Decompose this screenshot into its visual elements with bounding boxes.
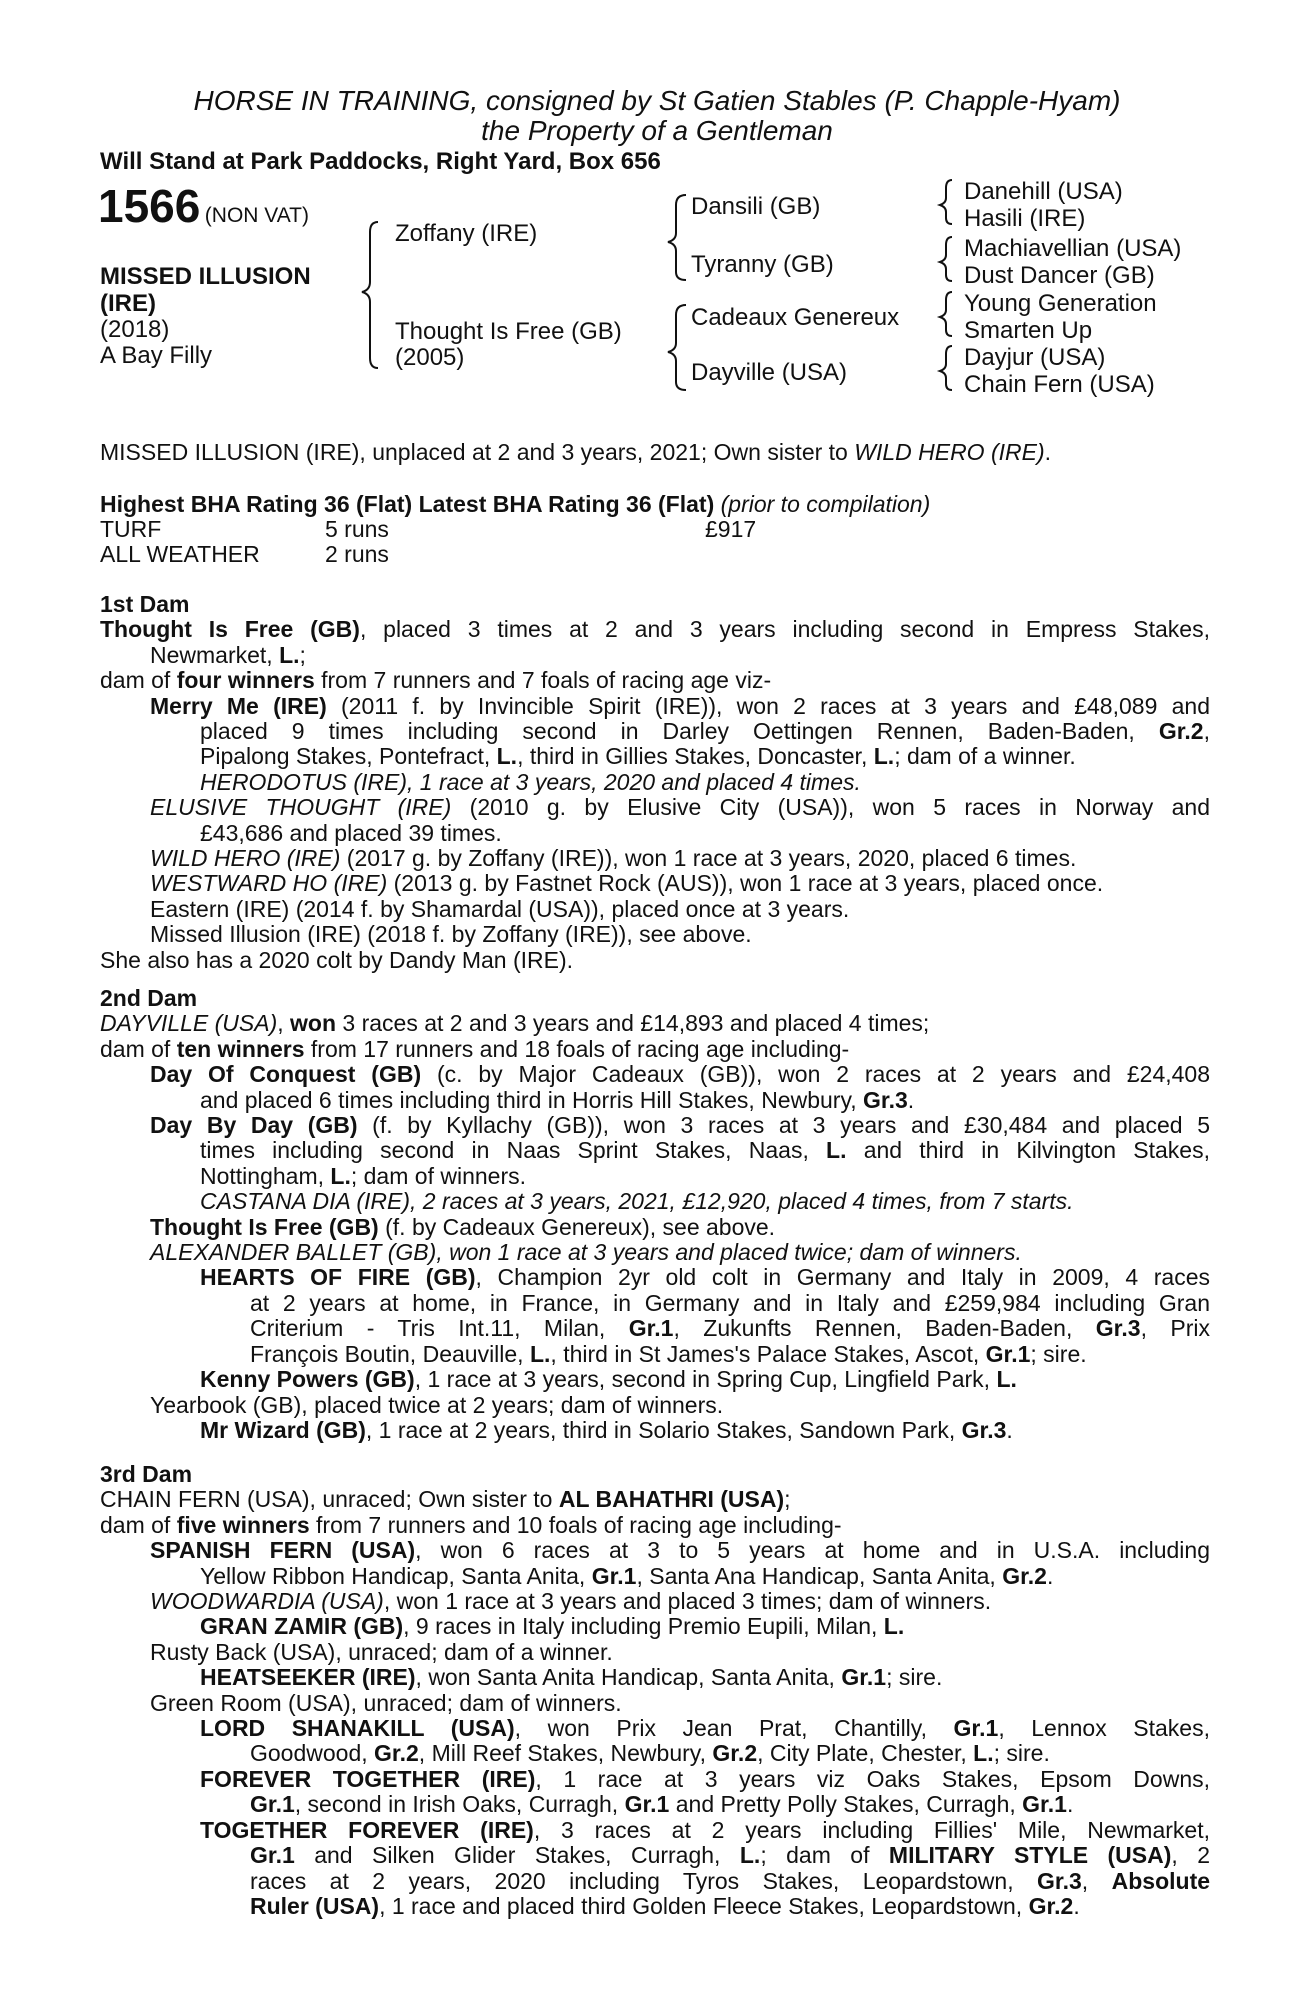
text-line: [100, 1538, 1210, 1563]
text-line: [100, 1818, 1210, 1843]
text-run: Absolute: [1111, 1867, 1211, 1894]
text-run: , won 6 races at 3 to 5 years at home and in U.S.A. including: [415, 1537, 1210, 1564]
text-run: Gr.1: [841, 1664, 887, 1691]
text-line: [100, 1189, 1210, 1214]
text-run: Missed Illusion (IRE) (2018 f. by Zoffany (IRE)), see above.: [150, 921, 752, 948]
text-run: Mr Wizard (GB): [200, 1416, 366, 1443]
text-run: races at 2 years, 2020 including Tyros Stakes, Leopardstown,: [250, 1867, 1038, 1894]
text-run: from 17 runners and 18 foals of racing age including-: [304, 1035, 850, 1062]
text-run: .: [1044, 439, 1052, 465]
text-run: L.: [873, 743, 895, 770]
text-run: .: [1046, 1562, 1054, 1589]
text-line: [100, 1691, 1210, 1716]
text-run: from 7 runners and 10 foals of racing age including-: [309, 1511, 842, 1538]
text-run: , Mill Reef Stakes, Newbury,: [418, 1740, 713, 1767]
text-line: [100, 1640, 1210, 1665]
aw-label: ALL WEATHER: [100, 541, 260, 567]
first-dam-section: [100, 592, 1210, 973]
text-run: , Champion 2yr old colt in Germany and Italy in 2009, 4 races: [475, 1264, 1210, 1291]
text-run: WESTWARD HO (IRE): [150, 870, 388, 897]
text-line: [100, 1513, 1210, 1538]
text-run: , 2: [1171, 1842, 1211, 1869]
text-run: Merry Me (IRE): [150, 692, 327, 719]
text-run: £43,686 and placed 39 times.: [200, 819, 502, 846]
text-line: [100, 1342, 1210, 1367]
bha-rating: [100, 491, 930, 518]
text-run: ;: [299, 641, 306, 668]
text-run: times including second in Naas Sprint Stakes, Naas,: [200, 1137, 827, 1164]
text-line: [100, 1792, 1210, 1817]
text-run: , 1 race at 3 years, 2020 and placed 4 times.: [407, 768, 861, 795]
text-line: [100, 871, 1210, 896]
text-line: [100, 1316, 1210, 1341]
text-run: and third in Kilvington Stakes,: [846, 1137, 1210, 1164]
pedigree-dam: Thought Is Free (GB): [395, 318, 622, 345]
text-run: SPANISH FERN (USA): [150, 1537, 416, 1564]
text-line: [100, 643, 1210, 668]
pedigree-ddd: Chain Fern (USA): [964, 371, 1155, 398]
text-run: , placed 3 times at 2 and 3 years including second in Empress Stakes,: [359, 616, 1210, 643]
text-run: L.: [496, 743, 518, 770]
text-run: , third in St James's Palace Stakes, Ascot,: [550, 1340, 986, 1367]
text-run: , won Santa Anita Handicap, Santa Anita,: [415, 1664, 842, 1691]
text-run: Gr.2: [1028, 1892, 1074, 1919]
text-run: Kenny Powers (GB): [200, 1366, 415, 1393]
text-line: [100, 1418, 1210, 1443]
text-run: , Zukunfts Rennen, Baden-Baden,: [673, 1315, 1096, 1342]
text-run: ; sire.: [886, 1664, 943, 1691]
pedigree-dam-dam: Dayville (USA): [691, 359, 848, 386]
text-run: Gr.2: [374, 1740, 419, 1767]
text-run: ; sire.: [1030, 1340, 1087, 1367]
text-run: ,: [1081, 1867, 1112, 1894]
text-run: CASTANA DIA (IRE): [200, 1188, 410, 1215]
property-line: the Property of a Gentleman: [481, 115, 833, 146]
text-run: L.: [330, 1162, 351, 1189]
text-run: dam of: [100, 667, 177, 694]
text-line: [100, 668, 1210, 693]
pedigree-dam-sire: Cadeaux Genereux: [691, 304, 900, 331]
text-run: ; dam of winners.: [350, 1162, 526, 1189]
text-run: .: [1066, 1791, 1074, 1818]
text-run: .: [907, 1086, 915, 1113]
text-line: [100, 1564, 1210, 1589]
section-heading: 1st Dam: [100, 591, 190, 617]
text-line: [100, 1869, 1210, 1894]
text-run: Thought Is Free (GB): [100, 616, 360, 643]
second-dam-section: [100, 986, 1210, 1443]
text-run: Newmarket,: [150, 641, 280, 668]
text-line: [100, 821, 1210, 846]
text-line: [100, 846, 1210, 871]
text-line: [100, 1164, 1210, 1189]
text-run: (prior to compilation): [720, 491, 931, 517]
horse-name: MISSED ILLUSION: [100, 263, 311, 290]
horse-country: (IRE): [100, 290, 156, 317]
section-heading: 3rd Dam: [100, 1461, 193, 1487]
text-run: , won 1 race at 3 years and placed twice; dam of winners.: [436, 1239, 1022, 1266]
pedigree-sdd: Dust Dancer (GB): [964, 262, 1155, 289]
text-line: [100, 744, 1210, 769]
text-run: WILD HERO (IRE): [150, 845, 341, 872]
pedigree-ssd: Hasili (IRE): [964, 205, 1086, 232]
text-run: (2013 g. by Fastnet Rock (AUS)), won 1 race at 3 years, placed once.: [387, 870, 1104, 897]
text-line: [100, 1037, 1210, 1062]
text-run: TOGETHER FOREVER (IRE): [200, 1816, 534, 1843]
text-line: [100, 1767, 1210, 1792]
text-run: at 2 years at home, in France, in Germany and in Italy and £259,984 including Gran: [250, 1289, 1210, 1316]
text-run: 3 races at 2 and 3 years and £14,893 and placed 4 times;: [336, 1010, 930, 1037]
text-line: [100, 617, 1210, 642]
text-run: (f. by Kyllachy (GB)), won 3 races at 3 years and £30,484 and placed 5: [357, 1112, 1210, 1139]
text-run: Gr.1: [591, 1562, 637, 1589]
text-run: ELUSIVE THOUGHT (IRE): [150, 794, 452, 821]
horse-description: A Bay Filly: [100, 342, 213, 369]
pedigree-sire-sire: Dansili (GB): [691, 193, 821, 220]
text-run: and Pretty Polly Stakes, Curragh,: [669, 1791, 1023, 1818]
text-run: Yellow Ribbon Handicap, Santa Anita,: [200, 1562, 592, 1589]
text-run: dam of: [100, 1511, 177, 1538]
pedigree-braces: [0, 0, 1314, 420]
text-line: [100, 1894, 1210, 1919]
text-run: , second in Irish Oaks, Curragh,: [294, 1791, 625, 1818]
text-run: , Prix: [1140, 1315, 1210, 1342]
text-run: , 1 race at 3 years, second in Spring Cup, Lingfield Park,: [414, 1366, 997, 1393]
text-run: Gr.1: [985, 1340, 1031, 1367]
text-run: and placed 6 times including third in Horris Hill Stakes, Newbury,: [200, 1086, 864, 1113]
text-run: MISSED ILLUSION (IRE), unplaced at 2 and 3 years, 2021; Own sister to: [100, 439, 855, 465]
text-run: , 2 races at 3 years, 2021, £12,920, placed 4 times, from 7 starts.: [410, 1188, 1074, 1215]
text-run: FOREVER TOGETHER (IRE): [200, 1765, 536, 1792]
text-run: HERODOTUS (IRE): [200, 768, 407, 795]
text-run: CHAIN FERN (USA), unraced; Own sister to: [100, 1486, 559, 1513]
text-line: [100, 1393, 1210, 1418]
text-line: [100, 1614, 1210, 1639]
text-run: Gr.3: [1037, 1867, 1082, 1894]
pedigree-dsd: Smarten Up: [964, 317, 1093, 344]
text-run: She also has a 2020 colt by Dandy Man (IRE).: [100, 946, 574, 973]
pedigree-sire: Zoffany (IRE): [395, 220, 538, 247]
text-run: L.: [739, 1842, 761, 1869]
text-run: AL BAHATHRI (USA): [558, 1486, 785, 1513]
pedigree-sss: Danehill (USA): [964, 178, 1123, 205]
pedigree-dss: Young Generation: [964, 290, 1157, 317]
section-heading: 2nd Dam: [100, 985, 198, 1011]
text-line: [100, 1011, 1210, 1036]
lot-number: 1566: [98, 180, 201, 232]
text-run: , 1 race at 2 years, third in Solario Stakes, Sandown Park,: [365, 1416, 962, 1443]
text-line: [100, 1240, 1210, 1265]
text-run: L.: [996, 1366, 1017, 1393]
text-run: (2010 g. by Elusive City (USA)), won 5 races in Norway and: [451, 794, 1210, 821]
text-run: Gr.1: [628, 1315, 674, 1342]
text-run: , 1 race and placed third Golden Fleece Stakes, Leopardstown,: [379, 1892, 1029, 1919]
text-run: L.: [883, 1613, 905, 1640]
text-run: from 7 runners and 7 foals of racing age viz-: [314, 667, 772, 694]
aw-runs: 2 runs: [325, 541, 389, 567]
text-line: placed 9 times including second in Darley Oettingen Rennen, Baden-Baden, Gr.2,: [200, 718, 1210, 745]
text-run: Gr.1: [250, 1791, 295, 1818]
race-summary: [100, 439, 1051, 466]
text-run: Ruler (USA): [250, 1892, 380, 1919]
pedigree-sire-dam: Tyranny (GB): [691, 251, 834, 278]
text-run: placed 9 times including second in Darley Oettingen Rennen, Baden-Baden,: [200, 718, 1159, 745]
text-line: [100, 1062, 1210, 1087]
text-run: .: [1073, 1892, 1080, 1919]
third-dam-section: [100, 1462, 1210, 1919]
text-run: , City Plate, Chester,: [757, 1740, 974, 1767]
text-run: five winners: [176, 1511, 310, 1538]
text-run: Gr.1: [624, 1791, 670, 1818]
text-line: [100, 1265, 1210, 1290]
text-run: Day By Day (GB): [150, 1112, 358, 1139]
text-run: Eastern (IRE) (2014 f. by Shamardal (USA)), placed once at 3 years.: [150, 895, 850, 922]
text-run: , won 1 race at 3 years and placed 3 times; dam of winners.: [383, 1588, 992, 1615]
text-line: [100, 1088, 1210, 1113]
text-run: Gr.1: [1022, 1791, 1067, 1818]
text-run: Highest BHA Rating 36 (Flat) Latest BHA Rating 36 (Flat): [100, 491, 715, 517]
text-run: won: [290, 1010, 337, 1037]
text-line: [100, 795, 1210, 820]
text-line: [100, 1138, 1210, 1163]
turf-prize: £917: [705, 516, 757, 542]
text-run: (c. by Major Cadeaux (GB)), won 2 races at 2 years and £24,408: [421, 1061, 1210, 1088]
text-run: GRAN ZAMIR (GB): [200, 1613, 404, 1640]
text-run: Gr.2: [1002, 1562, 1047, 1589]
text-run: , Santa Ana Handicap, Santa Anita,: [636, 1562, 1003, 1589]
text-run: Gr.3: [1095, 1315, 1141, 1342]
text-run: L.: [529, 1340, 551, 1367]
text-run: Gr.3: [961, 1416, 1007, 1443]
text-run: , Lennox Stakes,: [998, 1715, 1210, 1742]
text-run: L.: [826, 1137, 847, 1164]
text-line: [100, 922, 1210, 947]
text-run: ;: [784, 1486, 791, 1513]
text-run: HEATSEEKER (IRE): [200, 1664, 416, 1691]
stand-location: Will Stand at Park Paddocks, Right Yard, Box 656: [100, 148, 661, 175]
pedigree-sds: Machiavellian (USA): [964, 235, 1182, 262]
text-line: [100, 1215, 1210, 1240]
text-run: , won Prix Jean Prat, Chantilly,: [514, 1715, 954, 1742]
text-run: , 9 races in Italy including Premio Eupili, Milan,: [403, 1613, 884, 1640]
turf-runs: 5 runs: [325, 516, 389, 542]
consignor-line: HORSE IN TRAINING, consigned by St Gatien Stables (P. Chapple-Hyam): [193, 85, 1121, 116]
sister-name: WILD HERO (IRE): [854, 439, 1045, 465]
text-run: Gr.3: [863, 1086, 908, 1113]
text-run: MILITARY STYLE (USA): [888, 1842, 1172, 1869]
text-line: [100, 770, 1210, 795]
text-run: Gr.2: [712, 1740, 758, 1767]
text-run: LORD SHANAKILL (USA): [200, 1715, 515, 1742]
text-run: , 3 races at 2 years including Fillies' Mile, Newmarket,: [533, 1816, 1210, 1843]
text-run: L.: [973, 1740, 994, 1767]
vat-status: (NON VAT): [204, 204, 310, 227]
text-line: [100, 1665, 1210, 1690]
text-line: [100, 1291, 1210, 1316]
text-line: [100, 1741, 1210, 1766]
text-run: (2011 f. by Invincible Spirit (IRE)), won 2 races at 3 years and £48,089 and: [326, 692, 1210, 719]
text-run: , third in Gillies Stakes, Doncaster,: [517, 743, 874, 770]
text-run: ten winners: [176, 1035, 305, 1062]
text-run: (f. by Cadeaux Genereux), see above.: [378, 1213, 776, 1240]
pedigree-dam-year: (2005): [395, 344, 465, 371]
horse-year: (2018): [100, 316, 170, 343]
text-line: [100, 897, 1210, 922]
text-run: Nottingham,: [200, 1162, 331, 1189]
text-run: François Boutin, Deauville,: [250, 1340, 530, 1367]
text-run: ; dam of: [760, 1842, 889, 1869]
text-run: dam of: [100, 1035, 177, 1062]
text-line: [100, 1843, 1210, 1868]
text-line: [100, 1367, 1210, 1392]
turf-label: TURF: [100, 516, 162, 542]
text-run: .: [1006, 1416, 1013, 1443]
text-run: Gr.2: [1158, 718, 1204, 745]
text-line: [100, 1716, 1210, 1741]
text-run: four winners: [176, 667, 315, 694]
text-run: Pipalong Stakes, Pontefract,: [200, 743, 497, 770]
text-run: Day Of Conquest (GB): [150, 1061, 422, 1088]
text-run: Green Room (USA), unraced; dam of winners.: [150, 1689, 622, 1716]
text-line: [100, 1589, 1210, 1614]
text-run: Yearbook (GB), placed twice at 2 years; dam of winners.: [150, 1391, 724, 1418]
text-run: (2017 g. by Zoffany (IRE)), won 1 race at 3 years, 2020, placed 6 times.: [340, 845, 1077, 872]
text-run: ; sire.: [993, 1740, 1050, 1767]
text-line: [100, 694, 1210, 719]
text-run: ALEXANDER BALLET (GB): [150, 1239, 437, 1266]
text-run: ; dam of a winner.: [894, 743, 1076, 770]
text-run: Thought Is Free (GB): [150, 1213, 379, 1240]
text-run: DAYVILLE (USA): [100, 1010, 278, 1037]
text-line: [100, 1113, 1210, 1138]
pedigree-dds: Dayjur (USA): [964, 344, 1106, 371]
text-run: WOODWARDIA (USA): [150, 1588, 384, 1615]
text-run: Goodwood,: [250, 1740, 375, 1767]
text-line: [100, 1487, 1210, 1512]
text-line: [100, 948, 1210, 973]
text-run: and Silken Glider Stakes, Curragh,: [294, 1842, 740, 1869]
text-run: Gr.1: [250, 1842, 295, 1869]
text-run: Criterium - Tris Int.11, Milan,: [250, 1315, 629, 1342]
text-run: ,: [277, 1010, 291, 1037]
text-run: Rusty Back (USA), unraced; dam of a winner.: [150, 1638, 613, 1665]
text-run: , 1 race at 3 years viz Oaks Stakes, Epsom Downs,: [535, 1765, 1210, 1792]
text-run: Gr.1: [953, 1715, 999, 1742]
text-run: L.: [279, 641, 300, 668]
text-run: HEARTS OF FIRE (GB): [200, 1264, 476, 1291]
